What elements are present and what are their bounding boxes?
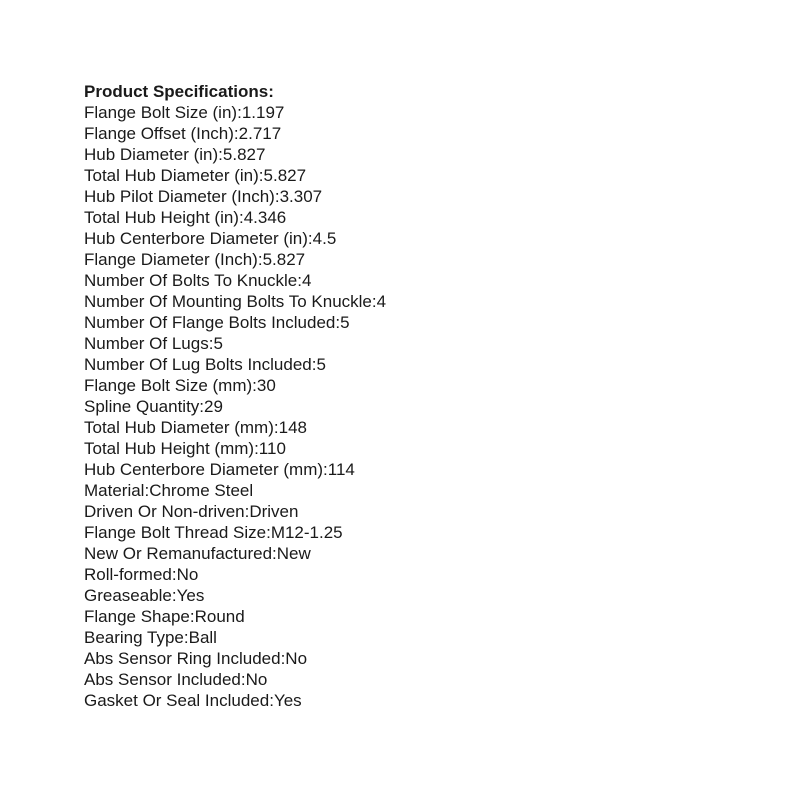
- spec-value: Driven: [249, 502, 299, 521]
- spec-label: Flange Bolt Thread Size: [84, 523, 267, 542]
- spec-label: Flange Diameter (Inch): [84, 250, 258, 269]
- spec-separator: :: [183, 628, 189, 647]
- spec-label: New Or Remanufactured: [84, 544, 273, 563]
- spec-separator: :: [307, 229, 313, 248]
- spec-separator: :: [254, 439, 259, 458]
- spec-row: [84, 480, 386, 501]
- spec-label: Hub Diameter (in): [84, 145, 219, 164]
- spec-row: [84, 396, 386, 417]
- spec-row: [84, 312, 386, 333]
- spec-label: Hub Centerbore Diameter (mm): [84, 460, 324, 479]
- spec-label: Hub Pilot Diameter (Inch): [84, 187, 275, 206]
- spec-row: [84, 438, 386, 459]
- spec-label: Number Of Flange Bolts Included: [84, 313, 336, 332]
- spec-separator: :: [171, 586, 177, 605]
- spec-separator: :: [199, 397, 205, 416]
- spec-label: Flange Shape: [84, 607, 190, 626]
- spec-value: 5.827: [262, 250, 306, 269]
- spec-row: [84, 543, 386, 564]
- spec-row: [84, 585, 386, 606]
- specs-heading: Product Specifications:: [84, 82, 274, 101]
- spec-value: No: [285, 649, 308, 668]
- spec-label: Total Hub Diameter (mm): [84, 418, 274, 437]
- spec-value: Ball: [188, 628, 217, 647]
- spec-value: 5: [340, 313, 350, 332]
- spec-label: Driven Or Non-driven: [84, 502, 245, 521]
- spec-value: 5: [316, 355, 326, 374]
- spec-label: Number Of Lugs: [84, 334, 209, 353]
- spec-row: [84, 102, 386, 123]
- spec-value: Yes: [176, 586, 205, 605]
- spec-row: [84, 690, 386, 711]
- spec-value: Round: [194, 607, 245, 626]
- spec-row: [84, 606, 386, 627]
- spec-value: 5.827: [222, 145, 266, 164]
- spec-row: [84, 669, 386, 690]
- spec-value: Yes: [273, 691, 302, 710]
- spec-value: M12-1.25: [270, 523, 343, 542]
- spec-value: 5: [213, 334, 223, 353]
- spec-value: 114: [327, 460, 355, 479]
- spec-label: Flange Bolt Size (in): [84, 103, 238, 122]
- spec-row: [84, 522, 386, 543]
- spec-value: 30: [256, 376, 276, 395]
- spec-value: 148: [278, 418, 307, 437]
- spec-label: Spline Quantity: [84, 397, 200, 416]
- spec-label: Material: [84, 481, 145, 500]
- spec-separator: :: [171, 565, 177, 584]
- spec-value: 4: [301, 271, 312, 290]
- spec-label: Gasket Or Seal Included: [84, 691, 270, 710]
- spec-label: Abs Sensor Included: [84, 670, 241, 689]
- spec-value: No: [176, 565, 199, 584]
- spec-row: [84, 165, 386, 186]
- spec-separator: :: [240, 670, 246, 689]
- spec-label: Abs Sensor Ring Included: [84, 649, 281, 668]
- spec-separator: :: [269, 691, 274, 710]
- spec-separator: :: [144, 481, 150, 500]
- spec-row: [84, 291, 386, 312]
- spec-value: 4.5: [312, 229, 337, 248]
- spec-row: [84, 648, 386, 669]
- spec-separator: :: [238, 208, 244, 227]
- spec-label: Greaseable: [84, 586, 172, 605]
- spec-row: [84, 375, 386, 396]
- spec-row: [84, 270, 386, 291]
- spec-separator: :: [208, 334, 214, 353]
- spec-value: 2.717: [238, 124, 282, 143]
- spec-separator: :: [335, 313, 341, 332]
- spec-row: [84, 186, 386, 207]
- spec-row: [84, 354, 386, 375]
- spec-row: [84, 501, 386, 522]
- specs-block: [84, 81, 386, 711]
- spec-value: Chrome Steel: [149, 481, 254, 500]
- spec-label: Number Of Bolts To Knuckle: [84, 271, 298, 290]
- spec-label: Bearing Type: [84, 628, 184, 647]
- spec-value: 110: [258, 439, 286, 458]
- spec-label: Number Of Lug Bolts Included: [84, 355, 312, 374]
- spec-label: Hub Centerbore Diameter (in): [84, 229, 308, 248]
- spec-separator: :: [257, 250, 263, 269]
- spec-value: 5.827: [263, 166, 307, 185]
- spec-separator: :: [274, 187, 280, 206]
- spec-separator: :: [252, 376, 257, 395]
- spec-row: [84, 564, 386, 585]
- spec-separator: :: [244, 502, 250, 521]
- spec-separator: :: [371, 292, 377, 311]
- spec-row: [84, 627, 386, 648]
- spec-row: [84, 123, 386, 144]
- spec-separator: :: [233, 124, 239, 143]
- spec-separator: :: [218, 145, 223, 164]
- spec-value: New: [276, 544, 311, 563]
- spec-value: 4.346: [243, 208, 287, 227]
- spec-label: Number Of Mounting Bolts To Knuckle: [84, 292, 372, 311]
- spec-label: Total Hub Height (in): [84, 208, 239, 227]
- spec-separator: :: [297, 271, 302, 290]
- spec-label: Total Hub Diameter (in): [84, 166, 259, 185]
- spec-label: Roll-formed: [84, 565, 172, 584]
- spec-separator: :: [311, 355, 317, 374]
- spec-value: 29: [204, 397, 223, 416]
- spec-label: Flange Offset (Inch): [84, 124, 234, 143]
- spec-separator: :: [272, 544, 277, 563]
- spec-row: [84, 417, 386, 438]
- spec-separator: :: [323, 460, 328, 479]
- spec-value: No: [245, 670, 268, 689]
- spec-separator: :: [280, 649, 286, 668]
- spec-separator: :: [273, 418, 279, 437]
- spec-separator: :: [237, 103, 242, 122]
- spec-row: [84, 207, 386, 228]
- spec-separator: :: [189, 607, 195, 626]
- spec-row: [84, 459, 386, 480]
- spec-separator: :: [258, 166, 264, 185]
- specs-list: [84, 102, 386, 711]
- spec-label: Flange Bolt Size (mm): [84, 376, 253, 395]
- spec-value: 1.197: [241, 103, 285, 122]
- spec-row: [84, 249, 386, 270]
- spec-row: [84, 228, 386, 249]
- spec-label: Total Hub Height (mm): [84, 439, 255, 458]
- spec-row: [84, 144, 386, 165]
- spec-separator: :: [266, 523, 271, 542]
- spec-value: 3.307: [279, 187, 323, 206]
- spec-row: [84, 333, 386, 354]
- spec-value: 4: [376, 292, 387, 311]
